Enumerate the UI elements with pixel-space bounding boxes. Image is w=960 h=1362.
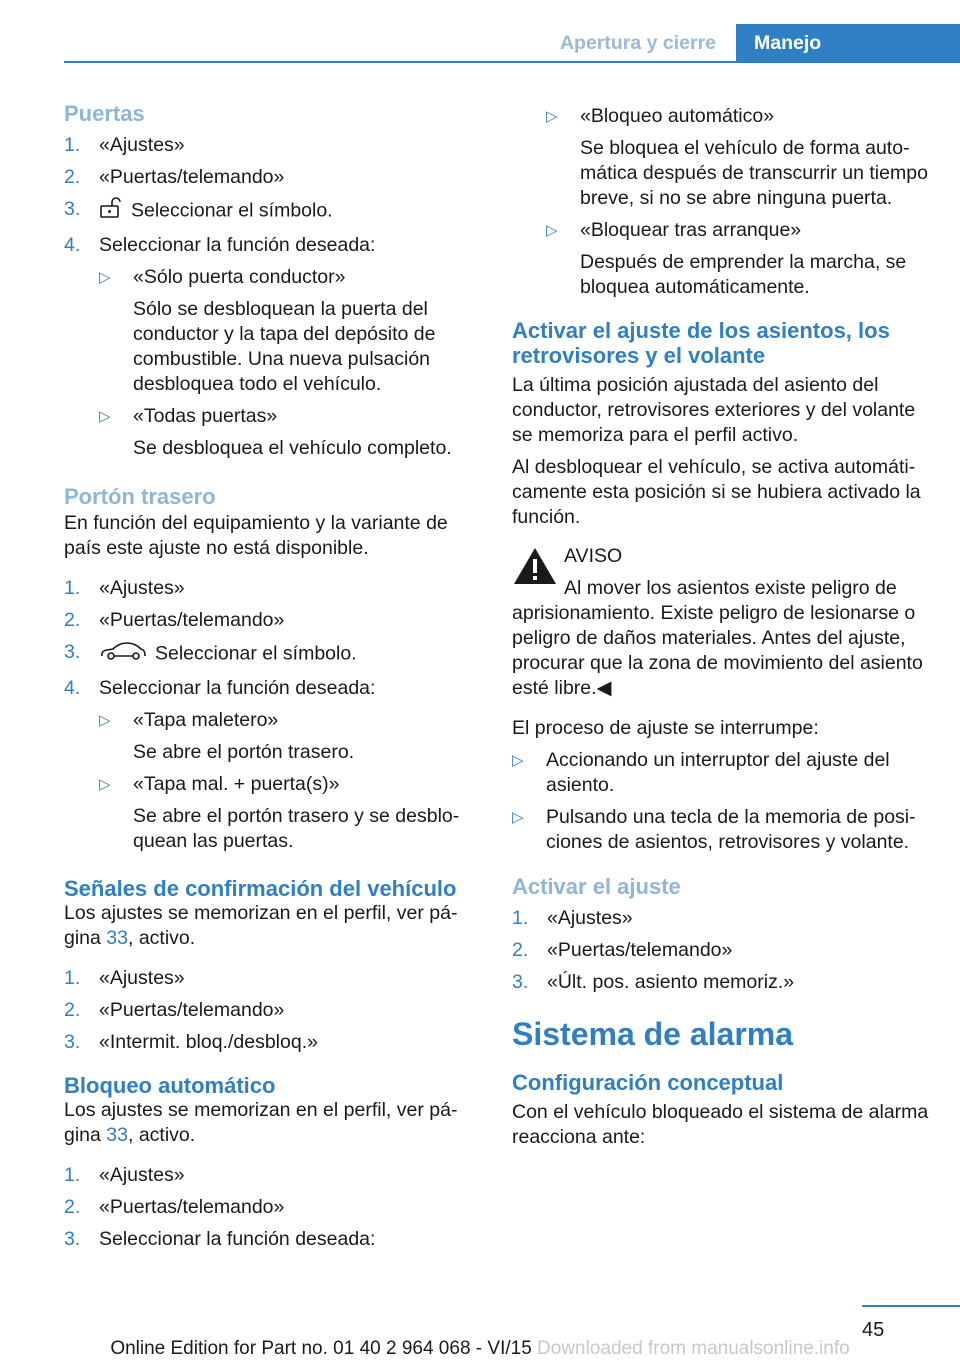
unlock-icon (99, 197, 123, 226)
option-item: ▷ «Tapa mal. + puerta(s)» Se abre el portón trasero y se desbloquean las puertas. (99, 773, 460, 852)
list-item: 2. «Puertas/telemando» (64, 999, 285, 1021)
bloqueo-title: Bloqueo automático (64, 1073, 276, 1098)
list-item: 2. «Puertas/telemando» (64, 609, 285, 631)
section-porton (64, 483, 470, 854)
list-item: ▷ Accionando un interruptor del ajuste del asiento. (512, 749, 890, 796)
car-icon (99, 640, 147, 669)
alarma-subtitle: Configuración conceptual (512, 1070, 784, 1095)
section-asientos (512, 318, 932, 855)
warning-box (512, 544, 932, 701)
senales-title: Señales de confirmación del vehículo (64, 876, 457, 901)
header-section-tab: Apertura y cierre (559, 32, 717, 54)
activar-steps (512, 906, 932, 995)
warning-first-line: Al mover los asientos existe peligro de (564, 577, 897, 599)
senales-steps (64, 966, 470, 1055)
interrupt-intro: El proceso de ajuste se interrumpe: (512, 717, 819, 739)
option-item: ▷ «Bloqueo automático» Se bloquea el vehículo de forma automática después de transcurrir un tiempo breve, si no se abre ninguna puerta. (546, 105, 928, 209)
list-item: 4. Seleccionar la función deseada: ▷ «Tapa maletero» Se abre el portón trasero. ▷ «Tapa mal. + puerta(s)» Se abre el portón trasero y se desbloquean las puertas. (64, 676, 470, 854)
warning-title: AVISO (564, 545, 623, 567)
list-item: 2. «Puertas/telemando» (512, 939, 733, 961)
porton-steps (64, 576, 470, 854)
list-item: 3. «Intermit. bloq./desbloq.» (64, 1031, 318, 1053)
header-rule (64, 61, 960, 63)
page-link[interactable]: 33 (106, 1124, 128, 1146)
list-item: 3. «Últ. pos. asiento memoriz.» (512, 971, 795, 993)
section-senales (64, 876, 470, 1055)
list-item: 1. «Ajustes» (64, 577, 185, 599)
warning-text: aprisionamiento. Existe peligro de lesionarse o peligro de daños materiales. Antes del ajuste, procurar que la zona de movimiento del asiento esté libre.◀ (512, 602, 923, 699)
list-item: 4. Seleccionar la función deseada: ▷ «Sólo puerta conductor» Sólo se desbloquean la puerta del conductor y la tapa del depósito de combustible. Una nueva pulsación desbloquea todo el vehículo. ▷ «Todas puertas» Se desbloquea el vehículo completo. (64, 233, 470, 461)
bloqueo-intro: Los ajustes se memorizan en el perfil, ver página 33, activo. (64, 1099, 458, 1146)
page-number: 45 (862, 1319, 885, 1341)
asientos-p2: Al desbloquear el vehículo, se activa automáticamente esta posición si se hubiera activado la función. (512, 456, 921, 528)
list-item: 2. «Puertas/telemando» (64, 166, 285, 188)
section-bloqueo (64, 1073, 470, 1252)
list-item: 3. Seleccionar el símbolo. (64, 640, 470, 669)
footer-edition (0, 1336, 960, 1361)
section-alarma (512, 1015, 932, 1150)
list-item: 2. «Puertas/telemando» (64, 1196, 285, 1218)
edition-text: Online Edition for Part no. 01 40 2 964 068 - VI/15 (110, 1338, 532, 1359)
header-chapter-tab: Manejo (736, 24, 960, 61)
puertas-title: Puertas (64, 101, 145, 126)
list-item: 1. «Ajustes» (512, 907, 633, 929)
asientos-title: Activar el ajuste de los asientos, los retrovisores y el volante (512, 318, 890, 368)
option-item: ▷ «Tapa maletero» Se abre el portón trasero. (99, 709, 355, 763)
left-column (64, 100, 470, 1259)
alarma-title: Sistema de alarma (512, 1016, 794, 1052)
interrupt-list (512, 748, 932, 855)
asientos-p1: La última posición ajustada del asiento del conductor, retrovisores exteriores y del volante se memoriza para el perfil activo. (512, 374, 916, 446)
list-item: ▷ Pulsando una tecla de la memoria de posiciones de asientos, retrovisores y volante. (512, 806, 916, 853)
option-item: ▷ «Sólo puerta conductor» Sólo se desbloquean la puerta del conductor y la tapa del depósito de combustible. Una nueva pulsación desbloquea todo el vehículo. (99, 266, 436, 395)
puertas-options (99, 265, 470, 461)
warning-icon (512, 546, 558, 586)
list-item: 3. Seleccionar la función deseada: (64, 1228, 376, 1250)
option-item: ▷ «Todas puertas» Se desbloquea el vehículo completo. (99, 405, 452, 459)
watermark-text: Downloaded from manualsonline.info (537, 1338, 850, 1359)
puertas-steps (64, 133, 470, 461)
porton-options (99, 708, 470, 854)
option-item: ▷ «Bloquear tras arranque» Después de emprender la marcha, se bloquea automáticamente. (546, 219, 907, 298)
porton-intro: En función del equipamiento y la variante de país este ajuste no está disponible. (64, 512, 448, 559)
list-item: 3. Seleccionar el símbolo. (64, 197, 470, 226)
bloqueo-options (512, 104, 932, 300)
list-item: 1. «Ajustes» (64, 134, 185, 156)
list-item: 1. «Ajustes» (64, 967, 185, 989)
page-link[interactable]: 33 (106, 927, 128, 949)
footer-rule (862, 1305, 960, 1307)
list-item: 1. «Ajustes» (64, 1164, 185, 1186)
section-puertas (64, 100, 470, 461)
porton-title: Portón trasero (64, 484, 216, 509)
activar-title: Activar el ajuste (512, 874, 681, 899)
right-column (512, 100, 932, 1150)
section-activar (512, 873, 932, 995)
alarma-intro: Con el vehículo bloqueado el sistema de alarma reacciona ante: (512, 1101, 929, 1148)
senales-intro: Los ajustes se memorizan en el perfil, ver página 33, activo. (64, 902, 458, 949)
bloqueo-steps (64, 1163, 470, 1252)
